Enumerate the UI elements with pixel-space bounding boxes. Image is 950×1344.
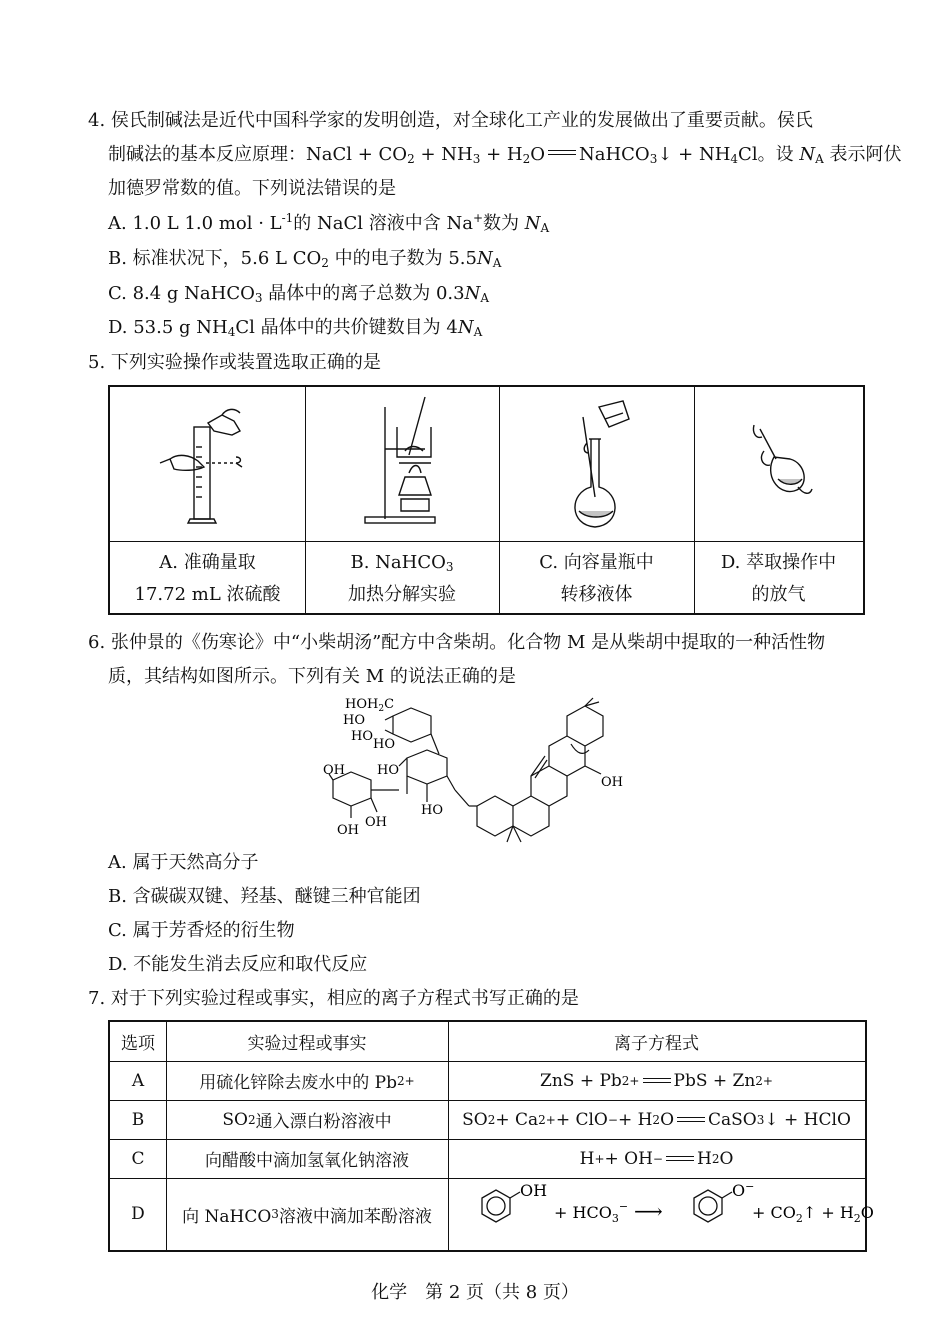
q6-option-d: D. 不能发生消去反应和取代反应 xyxy=(108,954,368,975)
row-fact: 用硫化锌除去废水中的 Pb 2+ xyxy=(166,1061,449,1100)
separatory-funnel-illustration xyxy=(694,387,863,542)
row-fact: SO 2 通入漂白粉溶液中 xyxy=(166,1100,449,1139)
svg-text:+ HCO3−: + $HCO_3^-$ xyxy=(554,1200,629,1225)
q7-stem: 7. 对于下列实验过程或事实，相应的离子方程式书写正确的是 xyxy=(88,988,579,1009)
caption-a: A. 准确量取 17.72 mL 浓硫酸 xyxy=(134,552,281,605)
row-equation: H + + OH − H 2 O xyxy=(579,1148,734,1169)
q6-stem-line2: 质，其结构如图所示。下列有关 M 的说法正确的是 xyxy=(108,666,516,687)
q5-stem: 5. 下列实验操作或装置选取正确的是 xyxy=(88,352,381,373)
q6-option-c: C. 属于芳香烃的衍生物 xyxy=(108,920,295,941)
apparatus-cell-b xyxy=(305,387,500,613)
hydroxyl-label: OH xyxy=(323,763,345,778)
q6-option-b: B. 含碳碳双键、羟基、醚键三种官能团 xyxy=(108,886,421,907)
header-option: 选项 xyxy=(110,1022,167,1061)
q4-option-a: A. 1.0 L 1.0 mol · $L^{-1}$的 NaCl 溶液中含 Na+数为 $N_A$ xyxy=(108,211,550,235)
hydroxyl-label: HO xyxy=(351,729,373,744)
row-option-label: A xyxy=(110,1061,167,1100)
q6-stem-line1: 6. 张仲景的《伤寒论》中“小柴胡汤”配方中含柴胡。化合物 M 是从柴胡中提取的一种活性物 xyxy=(88,632,826,653)
hydroxyl-label: OH xyxy=(337,823,359,838)
table-header-row xyxy=(110,1022,865,1062)
apparatus-cell-d xyxy=(694,387,863,613)
row-equation xyxy=(448,1178,874,1250)
ionic-equation-table xyxy=(108,1020,874,1252)
q6-option-a: A. 属于天然高分子 xyxy=(108,852,259,873)
svg-text:O−: O− xyxy=(732,1180,755,1200)
row-option-label: D xyxy=(110,1178,167,1250)
svg-text:HOH2C: $HOH_2C$ xyxy=(345,697,395,714)
row-equation: SO 2 + Ca 2+ + ClO − + H 2 O CaSO 3 ↓ + HClO xyxy=(462,1109,851,1130)
header-equation: 离子方程式 xyxy=(614,1034,699,1054)
q4-stem-line3: 加德罗常数的值。下列说法错误的是 xyxy=(108,178,396,199)
apparatus-cell-a xyxy=(110,387,306,613)
apparatus-table xyxy=(108,385,865,615)
table-row xyxy=(110,1139,865,1179)
row-option-label: C xyxy=(110,1139,167,1178)
heating-setup-illustration xyxy=(305,387,499,542)
q4-stem-line1: 4. 侯氏制碱法是近代中国科学家的发明创造，对全球化工产业的发展做出了重要贡献。侯氏 xyxy=(88,110,813,131)
row-fact: 向醋酸中滴加氢氧化钠溶液 xyxy=(166,1139,449,1178)
equals-sign xyxy=(545,144,579,162)
apparatus-cell-c xyxy=(499,387,695,613)
table-row xyxy=(110,1100,865,1140)
graduated-cylinder-illustration xyxy=(110,387,305,542)
q4-stem-line2: 制碱法的基本反应原理：NaCl + $CO_2 + NH_3 + H_2O$ NaHCO$_3$↓ + $NH_4Cl$。设 $N_A$ 表示阿伏 xyxy=(108,144,902,166)
table-row xyxy=(110,1178,874,1250)
caption-b: B. NaHCO$_3$ 加热分解实验 xyxy=(348,552,456,605)
row-fact: 向 NaHCO 3 溶液中滴加苯酚溶液 xyxy=(166,1178,449,1250)
phenol-equation-svg xyxy=(462,1180,874,1244)
caption-c: C. 向容量瓶中 转移液体 xyxy=(539,552,654,605)
svg-text:+ CO2↑ + H2O: + $CO_2↑ + H_2O$ xyxy=(752,1203,874,1225)
hydroxyl-label: OH xyxy=(365,815,387,830)
compound-m-structure xyxy=(315,694,655,844)
hydroxyl-label: HO xyxy=(373,737,395,752)
page-footer: 化学 第 2 页（共 8 页） xyxy=(371,1282,579,1303)
q4-option-c: C. 8.4 g NaHCO$_3$ 晶体中的离子总数为 $0.3N_A$ xyxy=(108,283,490,305)
row-option-label: B xyxy=(110,1100,167,1139)
table-row xyxy=(110,1061,865,1101)
volumetric-flask-illustration xyxy=(499,387,694,542)
svg-text:OH: OH xyxy=(520,1181,548,1200)
svg-text:⟶: ⟶ xyxy=(634,1199,663,1223)
caption-d: D. 萃取操作中 的放气 xyxy=(720,552,837,605)
q4-option-d: D. 53.5 g $NH_4Cl$ 晶体中的共价键数目为 $4N_A$ xyxy=(108,317,483,339)
header-fact: 实验过程或事实 xyxy=(166,1022,449,1061)
hydroxyl-label: HO xyxy=(421,803,443,818)
row-equation: ZnS + Pb 2+ PbS + Zn 2+ xyxy=(540,1070,773,1091)
q4-option-b: B. 标准状况下，5.6 L $CO_2$ 中的电子数为 $5.5N_A$ xyxy=(108,248,502,270)
hydroxyl-label: OH xyxy=(601,775,623,790)
hydroxyl-label: HO xyxy=(377,763,399,778)
hydroxyl-label: HO xyxy=(343,713,365,728)
